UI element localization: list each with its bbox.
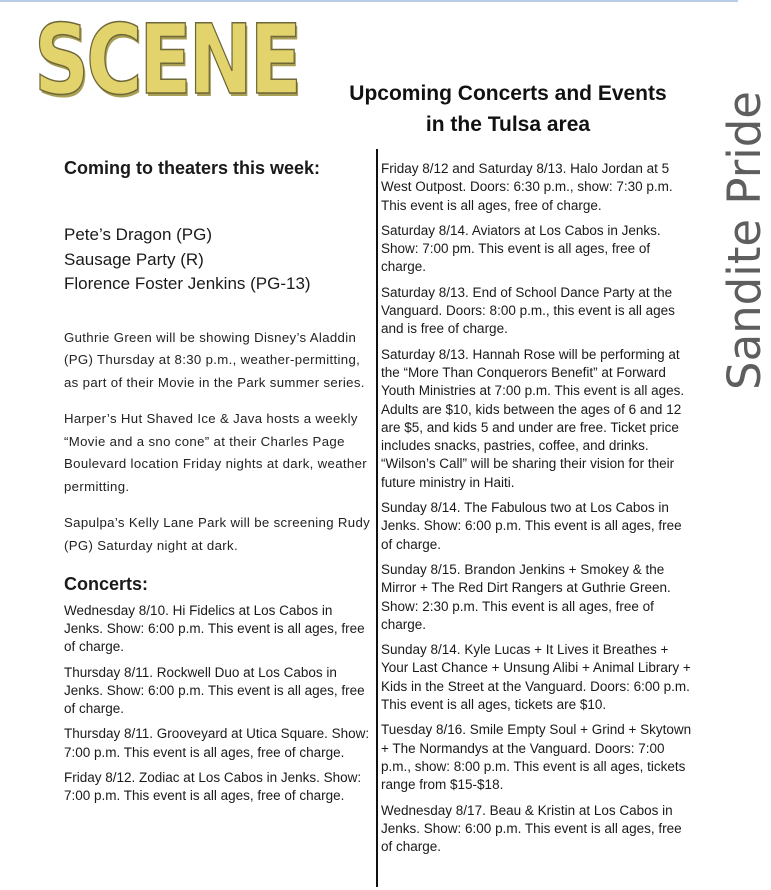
theater-note: Guthrie Green will be showing Disney’s Aladdin (PG) Thursday at 8:30 p.m., weather-permitting, as part of their Movie in the Park summer series.: [64, 329, 365, 391]
event-item: Saturday 8/13. Hannah Rose will be performing at the “More Than Conquerors Benefit” at Forward Youth Ministries at 7:00 p.m. This event is all ages. Adults are $10, kids between the ages of 6 and 12 are $5, and kids 5 and under are free. Ticket price includes snacks, pastries, coffee, and drinks. “Wilson’s Call” will be sharing their vision for their future ministry in Haiti.: [381, 346, 685, 490]
event-item: Saturday 8/14. Aviators at Los Cabos in Jenks. Show: 7:00 pm. This event is all ages, free of charge.: [381, 222, 661, 275]
movie-list: [64, 223, 374, 297]
event-item: Sunday 8/14. The Fabulous two at Los Cabos in Jenks. Show: 6:00 p.m. This event is all ages, free of charge.: [381, 500, 682, 552]
event-item: Sunday 8/14. Kyle Lucas + It Lives it Breathes + Your Last Chance + Unsung Alibi + Animal Library + Kids in the Street at the Vanguard. Doors: 6:00 p.m. This event is all ages, tickets are $10.: [381, 642, 691, 713]
top-rule: [0, 0, 738, 2]
movie-item: Pete’s Dragon (PG): [64, 225, 213, 244]
page-subtitle: [328, 78, 688, 140]
theaters-heading: Coming to theaters this week:: [64, 158, 321, 178]
theater-note: Harper’s Hut Shaved Ice & Java hosts a weekly “Movie and a sno cone” at their Charles Page Boulevard location Friday nights at dark, weather permitting.: [64, 410, 368, 495]
subtitle-line-1: Upcoming Concerts and Events: [349, 82, 667, 105]
subtitle-line-2: in the Tulsa area: [425, 113, 591, 136]
masthead-logo: SCENE: [34, 4, 299, 116]
right-column: [381, 160, 696, 863]
event-item: Wednesday 8/10. Hi Fidelics at Los Cabos in Jenks. Show: 6:00 p.m. This event is all ages, free of charge.: [64, 602, 365, 655]
left-column: [64, 158, 374, 813]
movie-item: Florence Foster Jenkins (PG-13): [64, 274, 311, 293]
concerts-heading: Concerts:: [64, 573, 149, 594]
event-item: Wednesday 8/17. Beau & Kristin at Los Cabos in Jenks. Show: 6:00 p.m. This event is all ages, free of charge.: [381, 802, 682, 855]
theater-note: Sapulpa’s Kelly Lane Park will be screening Rudy (PG) Saturday night at dark.: [64, 515, 371, 553]
event-item: Thursday 8/11. Rockwell Duo at Los Cabos in Jenks. Show: 6:00 p.m. This event is all ages, free of charge.: [64, 664, 365, 717]
column-divider: [376, 149, 378, 887]
event-item: Tuesday 8/16. Smile Empty Soul + Grind + Skytown + The Normandys at the Vanguard. Doors: 7:00 p.m., show: 8:00 p.m. This event is all ages, tickets range from $15-$18.: [381, 722, 692, 793]
event-item: Sunday 8/15. Brandon Jenkins + Smokey & the Mirror + The Red Dirt Rangers at Guthrie Green. Show: 2:30 p.m. This event is all ages, free of charge.: [381, 561, 671, 632]
event-item: Friday 8/12. Zodiac at Los Cabos in Jenks. Show: 7:00 p.m. This event is all ages, free of charge.: [64, 770, 362, 804]
event-item: Saturday 8/13. End of School Dance Party at the Vanguard. Doors: 8:00 p.m., this event is all ages and is free of charge.: [381, 284, 675, 337]
movie-item: Sausage Party (R): [64, 249, 204, 269]
event-item: Thursday 8/11. Grooveyard at Utica Square. Show: 7:00 p.m. This event is all ages, free of charge.: [64, 726, 370, 760]
event-item: Friday 8/12 and Saturday 8/13. Halo Jordan at 5 West Outpost. Doors: 6:30 p.m., show: 7:30 p.m. This event is all ages, free of charge.: [381, 161, 673, 213]
side-credit: Sandite Pride: [718, 91, 771, 390]
